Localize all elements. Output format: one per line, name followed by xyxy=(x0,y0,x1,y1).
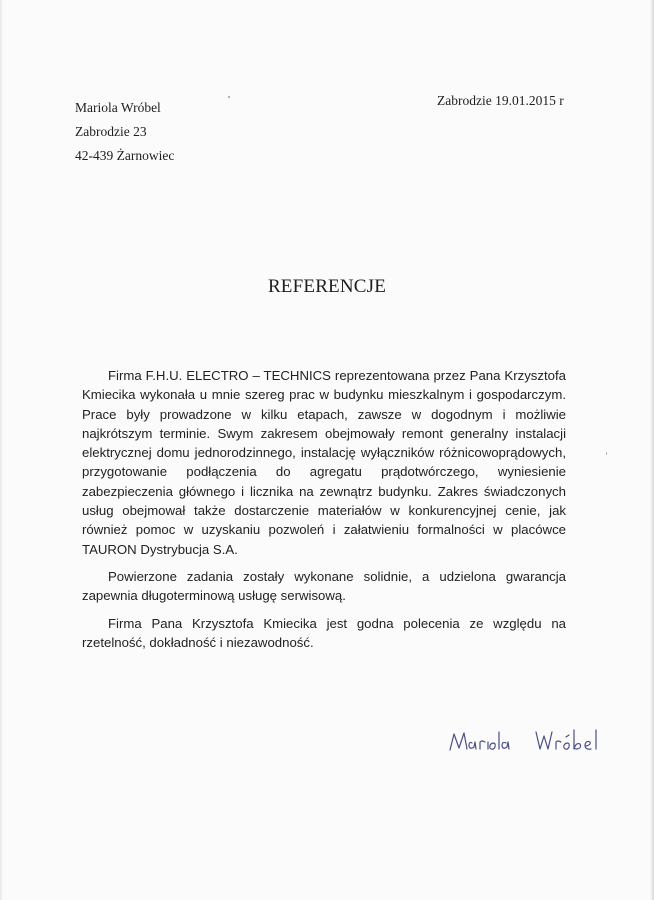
body-paragraph: Firma F.H.U. ELECTRO – TECHNICS reprezentowana przez Pana Krzysztofa Kmiecika wykonała u mnie szereg prac w budynku mieszkalnym i gospodarczym. Prace były prowadzone w kilku etapach, zawsze w dogodnym i możliwie najkrótszym terminie. Swym zakresem obejmowały remont generalny instalacji elektrycznej domu jednorodzinnego, instalację wyłączników różnicowoprądowych, przygotowanie podłączenia do agregatu prądotwórczego, wyniesienie zabezpieczenia głównego i licznika na zewnątrz budynku. Zakres świadczonych usług obejmował także dostarczenie materiałów w konkurencyjnej cenie, jak również pomoc w uzyskaniu pozwoleń i załatwieniu formalności w placówce TAURON Dystrybucja S.A. xyxy=(82,368,566,557)
scan-edge xyxy=(0,0,3,900)
sender-street: Zabrodzie 23 xyxy=(75,124,147,139)
scan-edge xyxy=(650,0,654,900)
body-paragraph: Powierzone zadania zostały wykonane solidnie, a udzielona gwarancja zapewnia długoterminową usługę serwisową. xyxy=(82,568,566,604)
letter-date: Zabrodzie 19.01.2015 r xyxy=(437,93,564,108)
letter-body xyxy=(82,366,566,660)
signature-drawing xyxy=(448,722,628,762)
sender-name: Mariola Wróbel xyxy=(75,100,161,115)
sender-address xyxy=(75,96,174,168)
sender-city: 42-439 Żarnowiec xyxy=(75,148,175,163)
scan-speck xyxy=(228,96,230,98)
handwritten-signature xyxy=(448,722,628,762)
letter-title: REFERENCJE xyxy=(267,276,387,297)
body-paragraph: Firma Pana Krzysztofa Kmiecika jest godna polecenia ze względu na rzetelność, dokładność i niezawodność. xyxy=(82,615,566,650)
scan-speck xyxy=(606,452,607,455)
